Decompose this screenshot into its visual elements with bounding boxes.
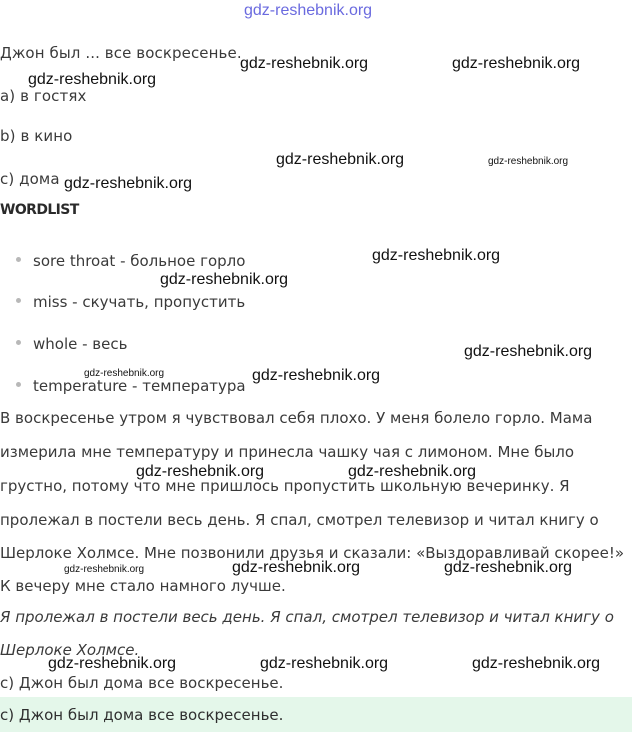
quote-line: Я пролежал в постели весь день. Я спал, смотрел телевизор и читал книгу о [0,608,614,626]
watermark: gdz-reshebnik.org [348,463,477,480]
watermark: gdz-reshebnik.org [136,463,265,480]
watermark: gdz-reshebnik.org [488,156,569,167]
wordlist-heading: WORDLIST [0,202,79,218]
wordlist-item-text: miss - скучать, пропустить [33,293,246,311]
passage-line: измерила мне температуру и принесла чашку чая с лимоном. Мне было [0,443,575,461]
watermark: gdz-reshebnik.org [240,55,369,72]
watermark: gdz-reshebnik.org [48,655,177,672]
watermark: gdz-reshebnik.org [260,655,389,672]
watermark: gdz-reshebnik.org [372,247,501,264]
wordlist-item-text: whole - весь [33,335,128,353]
passage-line: В воскресенье утром я чувствовал себя плохо. У меня болело горло. Мама [0,409,593,427]
wordlist-item [16,293,245,311]
bullet-icon [16,340,21,345]
watermark: gdz-reshebnik.org [64,564,145,575]
wordlist-item [16,252,245,270]
watermark: gdz-reshebnik.org [160,271,289,288]
answer-line: c) Джон был дома все воскресенье. [0,674,284,692]
wordlist-item-text: temperature - температура [33,377,246,395]
passage-line: грустно, потому что мне пришлось пропустить школьную вечеринку. Я [0,477,570,495]
watermark: gdz-reshebnik.org [472,655,601,672]
watermark: gdz-reshebnik.org [444,559,573,576]
watermark: gdz-reshebnik.org [464,343,593,360]
answer-box [0,697,632,732]
watermark: gdz-reshebnik.org [64,175,193,192]
passage-line: К вечеру мне стало намного лучше. [0,577,286,595]
watermark: gdz-reshebnik.org [28,71,157,88]
question-text: Джон был ... все воскресенье. [0,44,242,62]
quote-line: Шерлоке Холмсе. [0,641,140,659]
wordlist-item-text: sore throat - больное горло [33,252,246,270]
watermark: gdz-reshebnik.org [232,559,361,576]
final-answer-text: c) Джон был дома все воскресенье. [0,706,284,724]
watermark: gdz-reshebnik.org [84,368,165,379]
passage-line: Шерлоке Холмсе. Мне позвонили друзья и сказали: «Выздоравливай скорее!» [0,544,625,562]
watermark: gdz-reshebnik.org [276,151,405,168]
watermark: gdz-reshebnik.org [452,55,581,72]
option-c: c) дома [0,170,60,188]
bullet-icon [16,382,21,387]
option-b: b) в кино [0,127,73,145]
passage-line: пролежал в постели весь день. Я спал, смотрел телевизор и читал книгу о [0,511,599,529]
bullet-icon [16,257,21,262]
wordlist-item [16,377,246,395]
bullet-icon [16,298,21,303]
option-a: a) в гостях [0,87,87,105]
wordlist-item [16,335,127,353]
header-watermark-link[interactable]: gdz-reshebnik.org [244,2,373,19]
watermark: gdz-reshebnik.org [252,367,381,384]
